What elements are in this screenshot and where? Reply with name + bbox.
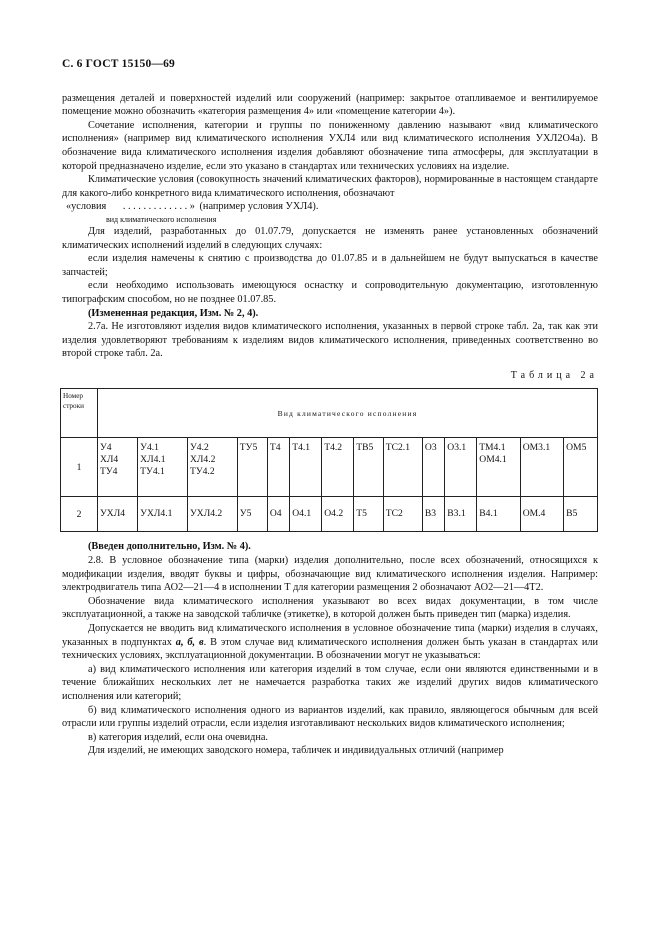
column-header-row-number: Номер строки [61, 389, 98, 438]
table-caption: Таблица 2а [510, 369, 598, 381]
table-cell: Т4.1 [290, 438, 322, 497]
table-cell: Т4 [267, 438, 289, 497]
intro-note: (Введен дополнительно, Изм. № 4). [88, 541, 251, 553]
table-cell: В3.1 [445, 497, 477, 532]
paragraph-2-8: 2.8. В условное обозначение типа (марки) изделия дополнительно, после всех обозначений, относящихся к модификации изделия, вводят буквы и цифры, обозначающие вид климатического исполнения изделия. Например: электродвигатель типа АО2—21—4 в исполнении Т для категории размещения 2 обозначают АО2—21—4Т2. [62, 555, 598, 594]
paragraph: Обозначение вида климатического исполнения указывают во всех видах документации, в том числе эксплуатационной, а также на заводской табличке (этикетке), в которой должен быть приведен тип (марка) изделия. [62, 595, 598, 621]
column-header-climate: Вид климатического исполнения [98, 389, 598, 438]
conditions-dots: . . . . . . . . . . . . . » [122, 201, 195, 213]
table-cell: ТУ5 [237, 438, 267, 497]
table-cell: ОМ.4 [520, 497, 563, 532]
table-cell: О3.1 [445, 438, 477, 497]
table-cell: ТС2.1 [383, 438, 422, 497]
text: Допускается не вводить вид климатического исполнения в условное обозначение типа (марки) изделия в случаях, указанных в подпунктах [62, 623, 598, 648]
conditions-suffix: (например условия УХЛ4). [199, 201, 319, 213]
table-cell: О3 [422, 438, 444, 497]
table-cell: ОМ3.1 [520, 438, 563, 497]
row-number: 2 [61, 497, 98, 532]
table-cell: О4.2 [322, 497, 354, 532]
list-item: а) вид климатического исполнения или категория изделий в том случае, если они являются единственными и в течение ближайших нескольких лет не намечается разработка таких же изделий других видов климатического исполнения или категорий; [62, 663, 598, 702]
table-row [61, 497, 598, 532]
table-cell: У5 [237, 497, 267, 532]
paragraph: Для изделий, разработанных до 01.07.79, допускается не изменять ранее установленных обозначений климатических исполнений изделий в следующих случаях: [62, 225, 598, 251]
row-number: 1 [61, 438, 98, 497]
list-item: б) вид климатического исполнения одного из вариантов изделий, как правило, являющегося обычным для всей отрасли или группы изделий отрасли, если изделия изготавливают нескольких видов климатического исполнения; [62, 704, 598, 730]
list-item: в) категория изделий, если она очевидна. [88, 731, 268, 743]
table-cell: ТМ4.1 ОМ4.1 [477, 438, 520, 497]
document-page [62, 58, 598, 758]
table-cell: У4.1 ХЛ4.1 ТУ4.1 [138, 438, 188, 497]
paragraph: размещения деталей и поверхностей изделий или сооружений (например: закрытое отапливаемое и вентилируемое помещение можно обозначить «категория размещения 4» или «помещение категории 4»). [62, 92, 598, 118]
subclause-refs: а, б, в [175, 636, 204, 648]
table-cell: О4 [267, 497, 289, 532]
table-cell: УХЛ4.2 [187, 497, 237, 532]
table-cell: В3 [422, 497, 444, 532]
table-cell: В5 [564, 497, 598, 532]
text: . В этом случае вид климатического исполнения должен быть указан в стандартах или технических условиях, эксплуатационной документации. В обозначении могут не указываться: [62, 636, 598, 662]
table-cell: Т5 [354, 497, 384, 532]
table-cell: УХЛ4 [98, 497, 138, 532]
paragraph-2-7a: 2.7а. Не изготовляют изделия видов климатического исполнения, указанных в первой строке табл. 2а, так как эти изделия удовлетворяют требованиям к изделиям видов климатического исполнения, приведенных соответственно во второй строке табл. 2а. [62, 321, 598, 360]
paragraph [62, 622, 598, 663]
paragraph: если необходимо использовать имеющуюся оснастку и сопроводительную документацию, изготовленную типографским способом, но не позднее 01.07.85. [62, 280, 598, 305]
page-header: С. 6 ГОСТ 15150—69 [62, 58, 175, 70]
table-cell: УХЛ4.1 [138, 497, 188, 532]
conditions-subscript: вид климатического исполнения [106, 214, 217, 224]
table-cell: ТВ5 [354, 438, 384, 497]
table-row [61, 438, 598, 497]
table-2a [60, 388, 598, 532]
paragraph: Сочетание исполнения, категории и группы по пониженному давлению называют «вид климатического исполнения» (например вид климатического исполнения УХЛ4 или вид климатического исполнения УХЛ2О4а). В обозначение вида климатического исполнения изделия добавляют обозначение типа атмосферы, для эксплуатации в которой предназначено изделие, если это указано в стандартах или технических условиях на изделие. [62, 119, 598, 172]
paragraph: если изделия намечены к снятию с производства до 01.07.85 и в дальнейшем не будут выпускаться в качестве запчастей; [62, 253, 598, 278]
paragraph: Климатические условия (совокупность значений климатических факторов), нормированные в настоящем стандарте для какого-либо конкретного вида климатического исполнения, обозначают [62, 174, 598, 199]
table-cell: О4.1 [290, 497, 322, 532]
table-cell: ОМ5 [564, 438, 598, 497]
table-cell: В4.1 [477, 497, 520, 532]
conditions-formula [62, 200, 598, 214]
edition-note: (Измененная редакция, Изм. № 2, 4). [88, 307, 259, 319]
table-cell: ТС2 [383, 497, 422, 532]
paragraph: Для изделий, не имеющих заводского номера, табличек и индивидуальных отличий (например [88, 745, 504, 757]
table-cell: Т4.2 [322, 438, 354, 497]
table-cell: У4 ХЛ4 ТУ4 [98, 438, 138, 497]
conditions-prefix: «условия [66, 201, 107, 213]
table-cell: У4.2 ХЛ4.2 ТУ4.2 [187, 438, 237, 497]
